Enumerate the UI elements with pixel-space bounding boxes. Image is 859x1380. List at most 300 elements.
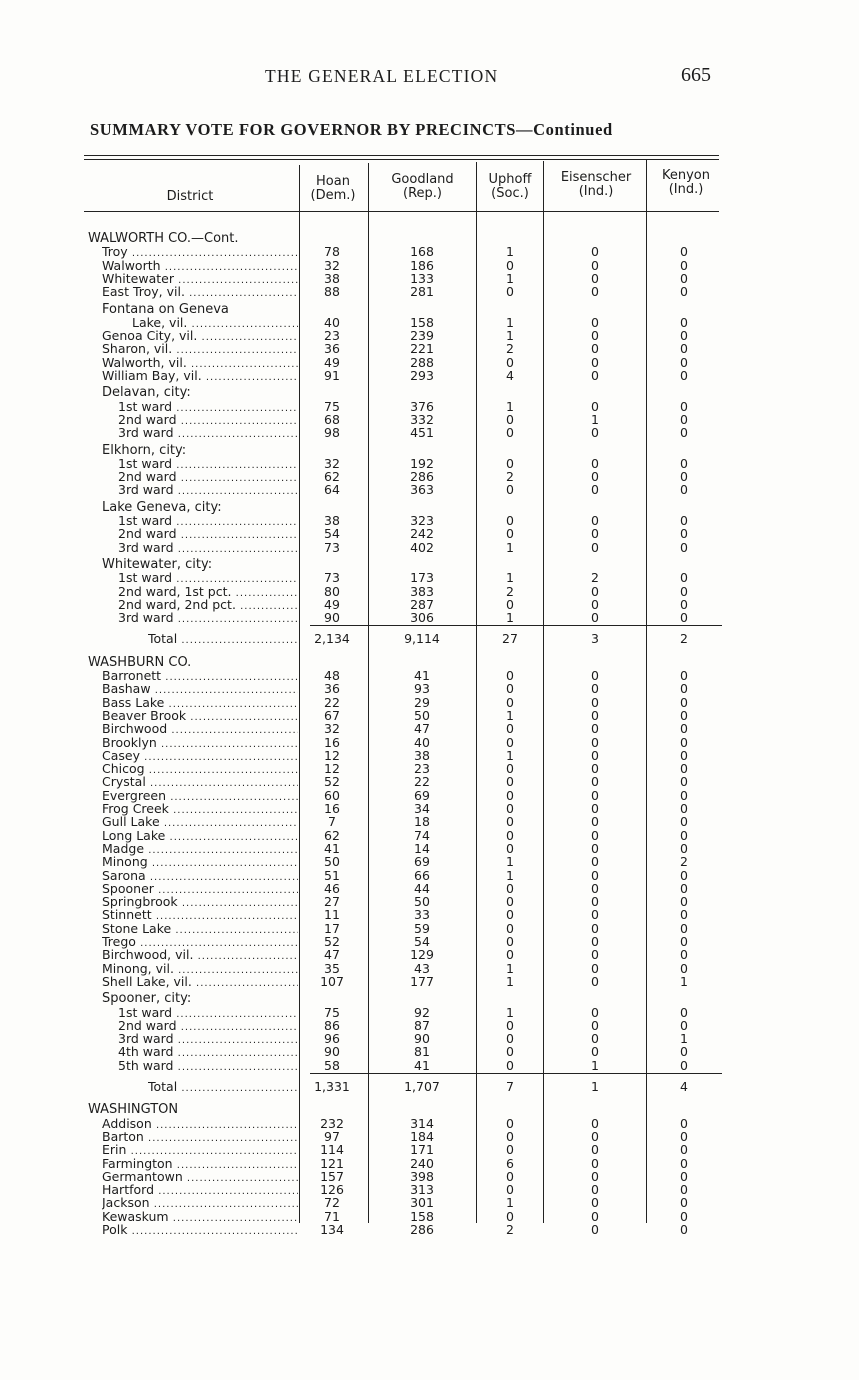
precinct-label: Kewaskum ..... [102, 1210, 298, 1225]
vote-count: 0 [591, 894, 599, 910]
precinct-label: East Troy, vil. ..... [102, 285, 298, 300]
vote-count: 0 [591, 734, 599, 750]
precinct-label: 2nd ward, 1st pct. ..... [118, 585, 298, 600]
vote-count: 0 [680, 469, 688, 485]
vote-count: 323 [410, 513, 434, 528]
precinct-label: Crystal ..... [102, 775, 298, 790]
vote-count: 0 [591, 314, 599, 330]
vote-count: 0 [591, 747, 599, 763]
vote-count: 0 [506, 1128, 514, 1144]
vote-count: 0 [591, 1044, 599, 1060]
vote-count: 0 [591, 596, 599, 612]
vote-count: 0 [591, 840, 599, 856]
vote-count: 38 [324, 270, 340, 286]
vote-count: 0 [506, 947, 514, 963]
vote-count: 64 [324, 482, 340, 498]
vote-count: 98 [324, 425, 340, 441]
vote-count: 398 [410, 1168, 434, 1184]
vote-count: 87 [414, 1017, 430, 1033]
vote-count: 1 [506, 1195, 514, 1211]
vote-count: 0 [591, 947, 599, 963]
vote-count: 0 [591, 610, 599, 626]
vote-count: 0 [680, 368, 688, 383]
vote-count: 306 [410, 610, 434, 626]
precinct-label: Barton ..... [102, 1130, 298, 1145]
vote-count: 0 [591, 934, 599, 949]
district-group-heading: Fontana on Geneva [102, 302, 229, 316]
precinct-label: 2nd ward ..... [118, 413, 298, 428]
precinct-label: Minong, vil. ..... [102, 962, 298, 977]
vote-count: 0 [680, 907, 688, 923]
vote-count: 0 [591, 787, 599, 803]
vote-count: 51 [324, 867, 340, 883]
vote-count: 451 [410, 425, 434, 441]
vote-count: 0 [506, 1115, 514, 1131]
vote-count: 0 [591, 425, 599, 441]
vote-count: 332 [410, 411, 434, 427]
vote-count: 50 [414, 894, 430, 910]
vote-count: 68 [324, 411, 340, 427]
total-value: 2,134 [314, 631, 350, 647]
vote-count: 286 [410, 469, 434, 485]
vote-count: 0 [591, 1142, 599, 1158]
vote-count: 49 [324, 596, 340, 612]
precinct-label: William Bay, vil. ..... [102, 369, 298, 384]
vote-count: 69 [414, 854, 430, 870]
vote-count: 0 [506, 774, 514, 790]
vote-count: 0 [506, 1057, 514, 1073]
district-group-heading: Whitewater, city: [102, 557, 213, 571]
vote-count: 47 [414, 721, 430, 737]
vote-count: 22 [414, 774, 430, 790]
vote-count: 0 [506, 354, 514, 370]
vote-count: 1 [506, 270, 514, 286]
precinct-label: Frog Creek ..... [102, 802, 298, 817]
vote-count: 0 [591, 1004, 599, 1020]
precinct-label: Gull Lake ..... [102, 815, 298, 830]
column-header-eisenscher: Eisenscher (Ind.) [560, 170, 632, 199]
precinct-label: Stone Lake ..... [102, 922, 298, 937]
vote-count: 54 [414, 934, 430, 949]
vote-count: 74 [414, 827, 430, 843]
vote-count: 0 [680, 934, 688, 949]
vote-count: 16 [324, 801, 340, 816]
vote-count: 0 [506, 694, 514, 710]
precinct-label: Germantown ..... [102, 1170, 298, 1185]
vote-count: 34 [414, 801, 430, 816]
vote-count: 1 [506, 854, 514, 870]
vote-count: 0 [680, 681, 688, 697]
total-value: 3 [591, 631, 599, 647]
vote-count: 22 [324, 694, 340, 710]
precinct-label: Lake, vil. ..... [132, 316, 298, 331]
precinct-label: 3rd ward ..... [118, 426, 298, 441]
vote-count: 71 [324, 1208, 340, 1224]
vote-count: 158 [410, 1208, 434, 1224]
vote-count: 62 [324, 827, 340, 843]
vote-count: 17 [324, 920, 340, 936]
precinct-label: Genoa City, vil. ..... [102, 329, 298, 344]
vote-count: 0 [506, 1208, 514, 1224]
vote-count: 0 [680, 814, 688, 830]
precinct-label: 5th ward ..... [118, 1059, 298, 1074]
vote-count: 47 [324, 947, 340, 963]
vote-count: 0 [680, 328, 688, 344]
vote-count: 93 [414, 681, 430, 697]
column-header-kenyon: Kenyon (Ind.) [661, 168, 710, 197]
document-title: SUMMARY VOTE FOR GOVERNOR BY PRECINCTS—Continued [90, 120, 613, 139]
vote-count: 0 [506, 482, 514, 498]
vote-count: 0 [506, 721, 514, 737]
vote-count: 0 [680, 707, 688, 723]
vote-count: 0 [680, 694, 688, 710]
district-group-heading: Elkhorn, city: [102, 443, 187, 457]
vote-count: 46 [324, 880, 340, 896]
vote-count: 62 [324, 469, 340, 485]
precinct-label: Walworth, vil. ..... [102, 356, 298, 371]
vote-count: 81 [414, 1044, 430, 1060]
precinct-label: Long Lake ..... [102, 829, 298, 844]
vote-count: 86 [324, 1017, 340, 1033]
vote-count: 1 [506, 867, 514, 883]
total-value: 1,707 [404, 1079, 440, 1094]
vote-count: 2 [506, 583, 514, 599]
vote-count: 0 [680, 596, 688, 612]
vote-count: 0 [680, 668, 688, 683]
vote-count: 1 [506, 610, 514, 626]
vote-count: 0 [506, 920, 514, 936]
vote-count: 0 [591, 1222, 599, 1237]
vote-count: 2 [591, 570, 599, 586]
column-header-uphoff: Uphoff (Soc.) [488, 172, 532, 201]
vote-count: 0 [680, 354, 688, 370]
precinct-label: Minong ..... [102, 855, 298, 870]
vote-count: 173 [410, 570, 434, 586]
vote-count: 1 [506, 244, 514, 260]
vote-count: 0 [506, 934, 514, 949]
vote-count: 2 [680, 854, 688, 870]
vote-count: 0 [506, 1168, 514, 1184]
vote-count: 0 [591, 920, 599, 936]
vote-count: 67 [324, 707, 340, 723]
vote-count: 0 [591, 398, 599, 414]
vote-count: 92 [414, 1004, 430, 1020]
vote-count: 75 [324, 398, 340, 414]
vote-count: 0 [680, 880, 688, 896]
precinct-label: Bashaw ..... [102, 682, 298, 697]
vote-count: 0 [680, 257, 688, 273]
total-value: 9,114 [404, 631, 440, 647]
vote-count: 0 [680, 284, 688, 300]
vote-count: 184 [410, 1128, 434, 1144]
vote-count: 232 [320, 1115, 344, 1131]
vote-count: 134 [320, 1222, 344, 1237]
vote-count: 48 [324, 668, 340, 683]
vote-count: 0 [506, 894, 514, 910]
vote-count: 0 [680, 583, 688, 599]
vote-count: 0 [680, 1168, 688, 1184]
vote-count: 0 [591, 1182, 599, 1198]
vote-count: 0 [591, 539, 599, 555]
vote-count: 1 [680, 1031, 688, 1047]
vote-count: 133 [410, 270, 434, 286]
vote-count: 23 [324, 328, 340, 344]
precinct-label: 2nd ward ..... [118, 470, 298, 485]
vote-count: 1 [506, 960, 514, 976]
vote-count: 287 [410, 596, 434, 612]
vote-count: 18 [414, 814, 430, 830]
vote-count: 52 [324, 934, 340, 949]
precinct-label: 2nd ward ..... [118, 527, 298, 542]
vote-count: 0 [591, 341, 599, 357]
vote-count: 0 [506, 257, 514, 273]
vote-count: 0 [591, 880, 599, 896]
vote-count: 121 [320, 1155, 344, 1171]
vote-count: 97 [324, 1128, 340, 1144]
vote-count: 157 [320, 1168, 344, 1184]
vote-count: 0 [591, 328, 599, 344]
vote-count: 88 [324, 284, 340, 300]
vote-count: 0 [591, 482, 599, 498]
vote-count: 0 [680, 840, 688, 856]
precinct-label: Chicog ..... [102, 762, 298, 777]
vote-count: 0 [591, 801, 599, 816]
vote-count: 52 [324, 774, 340, 790]
vote-count: 0 [680, 244, 688, 260]
district-group-heading: WALWORTH CO.—Cont. [88, 232, 239, 245]
vote-count: 126 [320, 1182, 344, 1198]
precinct-label: Birchwood ..... [102, 722, 298, 737]
vote-count: 0 [680, 1115, 688, 1131]
vote-count: 129 [410, 947, 434, 963]
vote-count: 0 [680, 721, 688, 737]
vote-count: 0 [680, 827, 688, 843]
vote-count: 0 [680, 774, 688, 790]
vote-count: 2 [506, 469, 514, 485]
vote-count: 0 [506, 668, 514, 683]
vote-count: 0 [680, 455, 688, 471]
running-head: THE GENERAL ELECTION [265, 66, 499, 86]
vote-count: 0 [506, 425, 514, 441]
precinct-label: Hartford ..... [102, 1183, 298, 1198]
vote-count: 75 [324, 1004, 340, 1020]
vote-count: 40 [414, 734, 430, 750]
precinct-label: Madge ..... [102, 842, 298, 857]
vote-count: 0 [506, 1044, 514, 1060]
vote-count: 0 [680, 1195, 688, 1211]
vote-count: 12 [324, 747, 340, 763]
vote-count: 0 [680, 1057, 688, 1073]
vote-count: 80 [324, 583, 340, 599]
vote-count: 0 [506, 814, 514, 830]
vote-count: 286 [410, 1222, 434, 1237]
vote-count: 0 [680, 1004, 688, 1020]
vote-count: 0 [591, 1168, 599, 1184]
precinct-label: Sharon, vil. ..... [102, 342, 298, 357]
page-number: 665 [681, 64, 711, 86]
vote-count: 1 [591, 411, 599, 427]
precinct-label: Erin ..... [102, 1143, 298, 1158]
vote-count: 33 [414, 907, 430, 923]
vote-count: 0 [680, 1017, 688, 1033]
vote-count: 0 [506, 827, 514, 843]
vote-count: 0 [506, 787, 514, 803]
vote-count: 2 [506, 341, 514, 357]
vote-count: 1 [506, 707, 514, 723]
vote-count: 40 [324, 314, 340, 330]
vote-count: 313 [410, 1182, 434, 1198]
vote-count: 0 [591, 368, 599, 383]
vote-count: 0 [680, 1142, 688, 1158]
vote-count: 186 [410, 257, 434, 273]
vote-count: 363 [410, 482, 434, 498]
vote-count: 114 [320, 1142, 344, 1158]
vote-count: 0 [680, 1208, 688, 1224]
vote-count: 0 [591, 513, 599, 528]
vote-count: 0 [680, 270, 688, 286]
vote-count: 0 [680, 787, 688, 803]
total-value: 1,331 [314, 1079, 350, 1094]
vote-count: 4 [506, 368, 514, 383]
vote-count: 1 [506, 1004, 514, 1020]
vote-count: 96 [324, 1031, 340, 1047]
vote-count: 0 [591, 1031, 599, 1047]
vote-count: 0 [591, 694, 599, 710]
vote-count: 0 [506, 1182, 514, 1198]
vote-count: 0 [591, 257, 599, 273]
vote-count: 0 [680, 747, 688, 763]
precinct-label: Troy ..... [102, 245, 298, 260]
vote-count: 1 [506, 570, 514, 586]
vote-count: 0 [506, 1017, 514, 1033]
precinct-label: Beaver Brook ..... [102, 709, 298, 724]
vote-count: 0 [506, 907, 514, 923]
vote-count: 0 [591, 774, 599, 790]
vote-count: 38 [324, 513, 340, 528]
vote-count: 1 [680, 973, 688, 989]
vote-count: 0 [506, 801, 514, 816]
vote-count: 29 [414, 694, 430, 710]
precinct-label: Sarona ..... [102, 869, 298, 884]
vote-count: 0 [506, 880, 514, 896]
precinct-label: Birchwood, vil. ..... [102, 948, 298, 963]
vote-count: 90 [324, 1044, 340, 1060]
precinct-label: 3rd ward ..... [118, 611, 298, 626]
vote-count: 0 [591, 469, 599, 485]
precinct-label: 3rd ward ..... [118, 541, 298, 556]
vote-count: 41 [324, 840, 340, 856]
vote-count: 32 [324, 257, 340, 273]
vote-count: 60 [324, 787, 340, 803]
vote-count: 11 [324, 907, 340, 923]
vote-count: 58 [324, 1057, 340, 1073]
vote-count: 73 [324, 570, 340, 586]
vote-count: 242 [410, 526, 434, 542]
precinct-label: Casey ..... [102, 749, 298, 764]
vote-count: 72 [324, 1195, 340, 1211]
district-group-heading: Lake Geneva, city: [102, 500, 222, 514]
precinct-label: Farmington ..... [102, 1157, 298, 1172]
vote-count: 0 [591, 973, 599, 989]
vote-count: 12 [324, 761, 340, 777]
vote-count: 171 [410, 1142, 434, 1158]
vote-count: 91 [324, 368, 340, 383]
vote-count: 0 [680, 947, 688, 963]
vote-count: 0 [680, 1155, 688, 1171]
district-group-heading: Delavan, city: [102, 386, 191, 400]
precinct-label: 1st ward ..... [118, 571, 298, 586]
district-group-heading: WASHBURN CO. [88, 655, 192, 669]
vote-count: 0 [591, 1128, 599, 1144]
vote-count: 23 [414, 761, 430, 777]
vote-count: 402 [410, 539, 434, 555]
vote-count: 107 [320, 973, 344, 989]
precinct-label: Trego ..... [102, 935, 298, 950]
vote-count: 0 [680, 482, 688, 498]
precinct-label: 1st ward ..... [118, 514, 298, 529]
vote-count: 0 [680, 1182, 688, 1198]
vote-count: 0 [591, 526, 599, 542]
vote-count: 0 [591, 907, 599, 923]
vote-count: 1 [591, 1057, 599, 1073]
precinct-label: Spooner ..... [102, 882, 298, 897]
vote-count: 1 [506, 747, 514, 763]
precinct-label: Jackson ..... [102, 1196, 298, 1211]
vote-count: 293 [410, 368, 434, 383]
district-group-heading: Spooner, city: [102, 992, 192, 1006]
precinct-label: 4th ward ..... [118, 1045, 298, 1060]
vote-count: 0 [506, 411, 514, 427]
precinct-label: Addison ..... [102, 1117, 298, 1132]
precinct-label: Walworth ..... [102, 259, 298, 274]
vote-count: 0 [506, 513, 514, 528]
vote-count: 0 [680, 761, 688, 777]
precinct-label: Springbrook ..... [102, 895, 298, 910]
vote-count: 383 [410, 583, 434, 599]
vote-count: 0 [680, 526, 688, 542]
vote-count: 14 [414, 840, 430, 856]
vote-count: 2 [506, 1222, 514, 1237]
precinct-label: Shell Lake, vil. ..... [102, 975, 298, 990]
vote-count: 1 [506, 398, 514, 414]
precinct-label: Whitewater ..... [102, 272, 298, 287]
vote-count: 0 [591, 761, 599, 777]
vote-count: 168 [410, 244, 434, 260]
vote-count: 0 [506, 1142, 514, 1158]
vote-count: 0 [591, 244, 599, 260]
vote-count: 0 [591, 668, 599, 683]
vote-count: 1 [506, 539, 514, 555]
vote-count: 1 [506, 328, 514, 344]
vote-count: 0 [680, 425, 688, 441]
vote-count: 0 [680, 610, 688, 626]
vote-count: 0 [506, 1031, 514, 1047]
vote-count: 36 [324, 681, 340, 697]
precinct-label: 3rd ward ..... [118, 1032, 298, 1047]
vote-count: 1 [506, 973, 514, 989]
vote-count: 0 [680, 539, 688, 555]
column-header-hoan: Hoan (Dem.) [310, 174, 356, 203]
precinct-label: Stinnett ..... [102, 908, 298, 923]
vote-count: 0 [680, 411, 688, 427]
vote-count: 0 [680, 1044, 688, 1060]
vote-count: 32 [324, 455, 340, 471]
vote-count: 0 [591, 721, 599, 737]
precinct-label: Polk ..... [102, 1223, 298, 1238]
vote-count: 0 [591, 867, 599, 883]
vote-count: 1 [506, 314, 514, 330]
vote-count: 90 [324, 610, 340, 626]
